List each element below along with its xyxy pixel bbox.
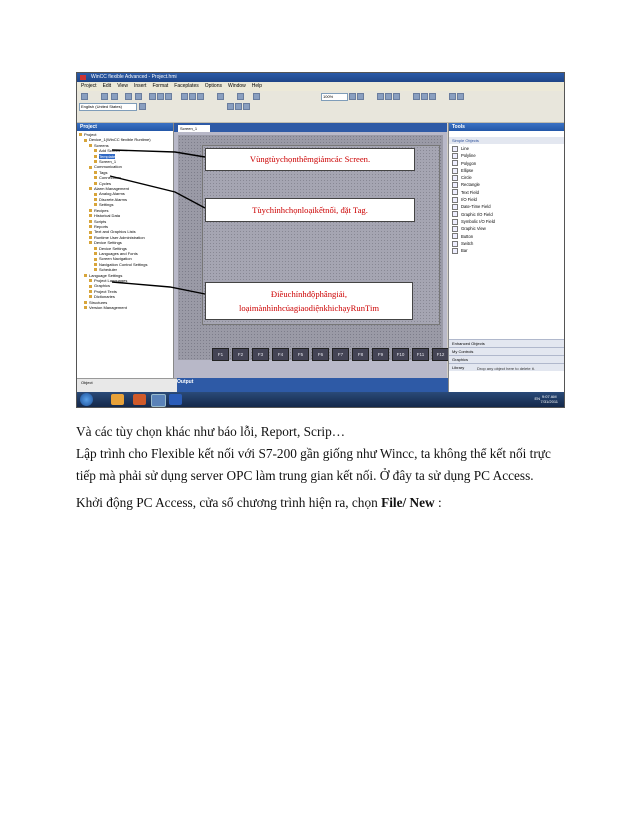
output-title: Output	[177, 379, 194, 385]
object-tab-label: Object	[81, 380, 93, 385]
tool-item-label: Symbolic I/O Field	[461, 218, 495, 224]
drop-hint: Drop any object here to delete it.	[477, 366, 535, 371]
tree-item-label: Navigation Control Settings	[99, 261, 148, 267]
tool-item-label: Text Field	[461, 189, 479, 195]
tree-item-label: Project Languages	[94, 277, 128, 283]
file-new-menu-path: File/ New	[381, 495, 435, 510]
function-key[interactable]: F6	[312, 348, 329, 361]
connector-screen	[112, 150, 205, 157]
tool-item-label: Circle	[461, 175, 472, 181]
tool-item-label: Ellipse	[461, 167, 474, 173]
tree-item-label: Runtime User Administration	[94, 234, 145, 240]
function-key[interactable]: F1	[212, 348, 229, 361]
tree-item-label: Settings	[99, 202, 114, 208]
language-combo[interactable]: English (United States)	[79, 103, 137, 111]
paragraph-1: Và các tùy chọn khác như báo lỗi, Report, Scrip…	[76, 424, 346, 439]
tree-item-label: Scheduler	[99, 267, 118, 273]
tree-item-label: Device_1(WinCC flexible Runtime)	[89, 137, 151, 143]
function-key[interactable]: F3	[252, 348, 269, 361]
tool-item-label: Polygon	[461, 160, 477, 166]
tool-item-label: Switch	[461, 240, 474, 246]
paragraph-3-suffix: :	[434, 495, 442, 510]
function-key[interactable]: F5	[292, 348, 309, 361]
function-key[interactable]: F8	[352, 348, 369, 361]
menu-project[interactable]: Project	[81, 83, 97, 89]
tools-panel-title: Tools	[449, 123, 565, 131]
tools-section-graphics[interactable]: Graphics	[449, 355, 565, 363]
tree-item-label: Connections	[99, 175, 122, 181]
tree-item-label: Languages and Fonts	[99, 250, 138, 256]
tool-item-label: Polyline	[461, 153, 476, 159]
paragraph-3-prefix: Khởi động PC Access, cửa sổ chương trình hiện ra, chọn	[76, 495, 382, 510]
tree-item-label: Language Settings	[89, 272, 123, 278]
window-title: WinCC flexible Advanced - Project.hmi	[91, 74, 177, 80]
menu-edit[interactable]: Edit	[102, 83, 112, 89]
function-key[interactable]: F9	[372, 348, 389, 361]
tree-item-label: Device Settings	[99, 245, 127, 251]
tools-section-library[interactable]: Library	[449, 363, 565, 371]
project-panel-title: Project	[77, 123, 173, 131]
menu-options[interactable]: Options	[204, 83, 222, 89]
callout-screen-text: Vùngtùychọnthêmgiảmcác Screen.	[249, 154, 371, 164]
tool-item-label: Graphic I/O Field	[461, 211, 493, 217]
paragraph-2-line2: tiếp mà phải sử dụng server OPC làm trung gian kết nối. Ở đây ta sử dụng PC Access.	[76, 468, 534, 483]
function-key[interactable]: F2	[232, 348, 249, 361]
tools-section-enhanced[interactable]: Enhanced Objects	[449, 339, 565, 347]
tool-item-label: Date-Time Field	[461, 204, 491, 210]
tree-item-label: Dictionaries	[94, 294, 115, 300]
paragraph-2-line1: Lập trình cho Flexible kết nối với S7-200 gần giống như Wincc, ta không thể kết nối trực	[76, 446, 551, 461]
tree-item-label: Tags	[99, 169, 108, 175]
tray-language[interactable]: EN	[534, 396, 540, 401]
tab-screen-1[interactable]: Screen_1	[178, 125, 210, 132]
tree-item-label: Project	[84, 132, 97, 137]
clock-time: 9:07 AM	[541, 394, 557, 399]
menu-help[interactable]: Help	[251, 83, 263, 89]
callout-screen	[205, 148, 415, 171]
connector-tag	[110, 176, 205, 208]
menu-window[interactable]: Window	[228, 83, 246, 89]
tree-item-label: Text and Graphics Lists	[94, 229, 136, 235]
tree-item-label: Cycles	[99, 180, 112, 186]
tree-item-label: Discrete Alarms	[99, 196, 128, 202]
callout-settings-line1: Điềuchỉnhđộphângiải,	[270, 289, 348, 299]
callout-tag-text: Tùychỉnhchọnloạikếtnối, đặt Tag.	[252, 205, 368, 215]
tree-item-label: Reports	[94, 223, 109, 229]
tree-item-label: Alarm Management	[94, 186, 129, 192]
tree-item-label: Template	[99, 153, 116, 159]
clock-date: 7/31/2011	[540, 399, 558, 404]
menu-insert[interactable]: Insert	[133, 83, 147, 89]
callout-settings-line2: loạimànhìnhcủagiaodiệnkhichạyRunTim	[238, 303, 380, 313]
tree-item-label: Project Texts	[94, 288, 117, 294]
paragraph-3	[76, 492, 566, 514]
tree-item-label: Screen Navigation	[99, 256, 132, 262]
callout-settings	[205, 282, 413, 320]
connector-settings	[112, 282, 205, 294]
tool-item-label: Bar	[461, 248, 468, 254]
callout-tag	[205, 198, 415, 222]
zoom-combo[interactable]: 100%	[321, 93, 348, 101]
function-key[interactable]: F12	[432, 348, 449, 361]
tool-item-label: Line	[461, 146, 469, 151]
function-key[interactable]: F11	[412, 348, 429, 361]
tree-item-label: Historical Data	[94, 213, 121, 219]
tool-item-label: Graphic View	[461, 226, 486, 232]
menu-faceplates[interactable]: Faceplates	[174, 83, 199, 89]
tree-item-label: Graphics	[94, 283, 111, 289]
tree-item-label: Screens	[94, 142, 109, 148]
function-key[interactable]: F4	[272, 348, 289, 361]
menu-format[interactable]: Format	[152, 83, 169, 89]
tools-section-my-controls[interactable]: My Controls	[449, 347, 565, 355]
tool-item-label: Button	[461, 233, 474, 239]
tree-item-label: Analog Alarms	[99, 191, 125, 197]
tree-item-label: Add Screen	[99, 148, 120, 154]
tree-item-label: Recipes	[94, 207, 109, 213]
tree-item-label: Device Settings	[94, 240, 122, 246]
function-key[interactable]: F7	[332, 348, 349, 361]
menu-view[interactable]: View	[117, 83, 128, 89]
function-key[interactable]: F10	[392, 348, 409, 361]
tool-item-label: Rectangle	[461, 182, 480, 188]
tree-item-label: Screen_1	[99, 159, 117, 165]
tool-item-label: I/O Field	[461, 197, 477, 203]
tools-section-simple[interactable]: Simple Objects	[449, 137, 565, 144]
tree-item-label: Structures	[89, 299, 108, 305]
tree-item-label: Communication	[94, 164, 122, 170]
tree-item-label: Version Management	[89, 305, 127, 310]
tree-item-label: Scripts	[94, 218, 107, 224]
